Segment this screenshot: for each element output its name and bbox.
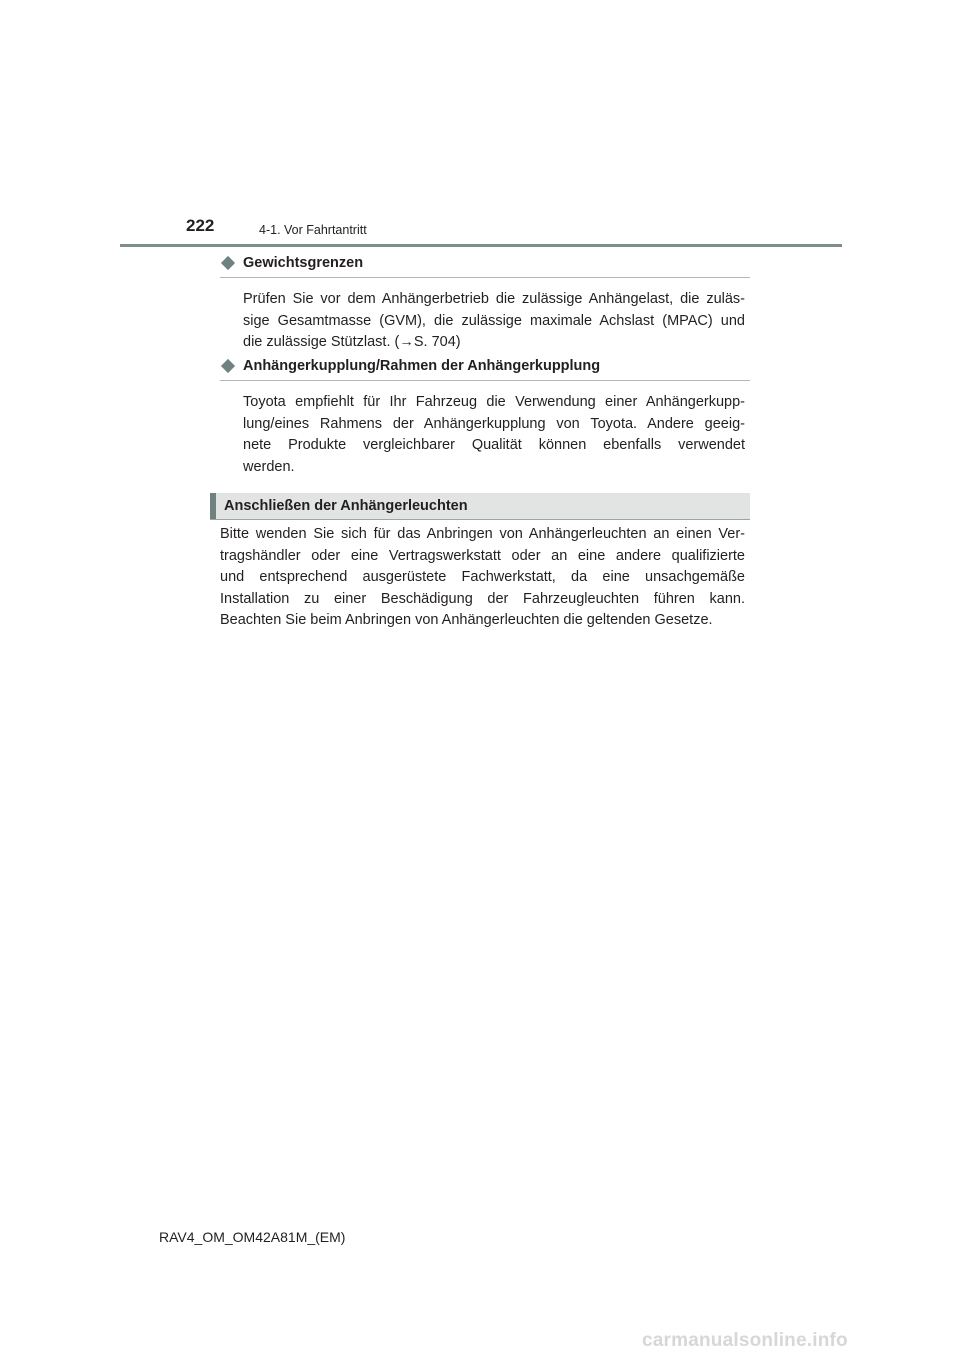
trailer-lights-paragraph: [220, 524, 745, 632]
hitch-paragraph: [243, 392, 745, 478]
paragraph-line: tragshändler oder eine Vertragswerkstatt oder an eine andere qualifizierte: [220, 547, 745, 564]
paragraph-line: Prüfen Sie vor dem Anhängerbetrieb die zulässige Anhängelast, die zuläs-: [243, 291, 745, 307]
section-title: Anschließen der Anhängerleuchten: [224, 498, 468, 514]
chapter-label: 4-1. Vor Fahrtantritt: [259, 223, 367, 237]
subheading-title: Gewichtsgrenzen: [243, 255, 364, 271]
page-number: 222: [186, 216, 215, 235]
document-code: RAV4_OM_OM42A81M_(EM): [159, 1229, 346, 1245]
watermark: carmanualsonline.info: [642, 1330, 848, 1351]
subheading-hitch: [220, 356, 750, 381]
section-accent-bar: [210, 493, 216, 519]
section-heading-trailer-lights: [210, 493, 750, 520]
paragraph-line: und entsprechend ausgerüstete Fachwerkstatt, da eine unsachgemäße: [220, 569, 745, 585]
header-divider: [120, 244, 842, 247]
paragraph-line: sige Gesamtmasse (GVM), die zulässige maximale Achslast (MPAC) und: [243, 312, 745, 329]
paragraph-line: die zulässige Stützlast. (→S. 704): [243, 334, 461, 350]
paragraph-line: nete Produkte vergleichbarer Qualität können ebenfalls verwendet: [243, 437, 745, 453]
paragraph-line: werden.: [243, 458, 295, 475]
weight-limits-paragraph: [243, 289, 745, 354]
paragraph-line: lung/eines Rahmens der Anhängerkupplung von Toyota. Andere geeig-: [243, 415, 745, 432]
diamond-bullet-icon: [221, 256, 235, 270]
paragraph-line: Bitte wenden Sie sich für das Anbringen von Anhängerleuchten an einen Ver-: [220, 526, 745, 542]
subheading-title: Anhängerkupplung/Rahmen der Anhängerkupplung: [243, 358, 601, 374]
paragraph-line: Installation zu einer Beschädigung der Fahrzeugleuchten führen kann.: [220, 590, 745, 607]
diamond-bullet-icon: [221, 359, 235, 373]
paragraph-line: Beachten Sie beim Anbringen von Anhängerleuchten die geltenden Gesetze.: [220, 612, 713, 628]
paragraph-line: Toyota empfiehlt für Ihr Fahrzeug die Verwendung einer Anhängerkupp-: [243, 394, 745, 410]
subheading-weight-limits: [220, 253, 750, 278]
